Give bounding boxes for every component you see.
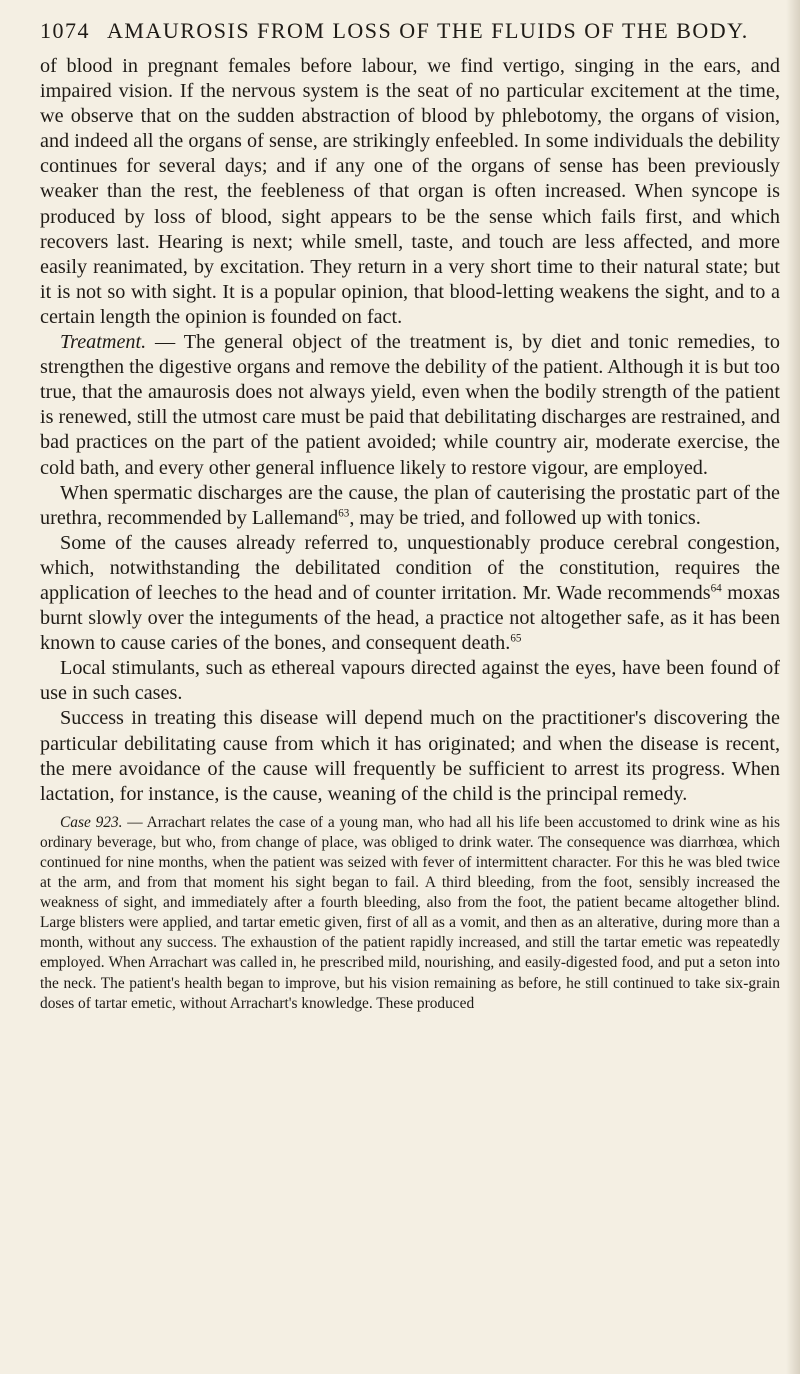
section-heading: Treatment. xyxy=(60,331,147,354)
paragraph xyxy=(40,330,780,481)
paragraph xyxy=(40,481,780,531)
page-number: 1074 xyxy=(40,18,90,43)
paragraph xyxy=(40,54,780,330)
main-text xyxy=(40,54,780,807)
paragraph-text: moxas burnt slowly over the integuments of the head, a practice not altogether safe, as it has been known to cause caries of the bones, and consequent death. xyxy=(40,581,780,655)
case-label: Case 923. xyxy=(60,813,123,831)
paragraph xyxy=(40,656,780,706)
paragraph-text: of blood in pregnant females before labour, we find vertigo, singing in the ears, and impaired vision. If the nervous system is the seat of no particular excitement at the time, we observe that on the sudden abstraction of blood by phlebotomy, the organs of vision, and indeed all the organs of sense, are strikingly enfeebled. In some individuals the debility continues for several days; and if any one of the organs of sense has been previously weaker than the rest, the feebleness of that organ is often increased. When syncope is produced by loss of blood, sight appears to be the sense which fails first, and which recovers last. Hearing is next; while smell, taste, and touch are less affected, and more easily reanimated, by excitation. They return in a very short time to their natural state; but it is not so with sight. It is a popular opinion, that blood-letting weakens the sight, and to a certain length the opinion is founded on fact. xyxy=(40,55,780,328)
paragraph-text: When spermatic discharges are the cause, the plan of cauterising the prostatic part of the urethra, recommended by Lallemand xyxy=(40,481,780,529)
paragraph-text: Some of the causes already referred to, unquestionably produce cerebral congestion, which, notwithstanding the debilitated condition of the constitution, requires the application of leeches to the head and of counter irritation. Mr. Wade recommends xyxy=(40,531,780,604)
paragraph-text: — The general object of the treatment is, by diet and tonic remedies, to strengthen the digestive organs and remove the debility of the patient. Although it is but too true, that the amaurosis does not always yield, even when the bodily strength of the patient is renewed, still the utmost care must be paid that debilitating discharges are restrained, and bad practices on the part of the patient avoided; while country air, moderate exercise, the cold bath, and every other general influence likely to restore vigour, are employed. xyxy=(40,331,780,479)
paragraph-text: Success in treating this disease will depend much on the practitioner's discovering the particular debilitating cause from which it has originated; and when the disease is recent, the mere avoidance of the cause will frequently be sufficient to arrest its progress. When lactation, for instance, is the cause, weaning of the child is the principal remedy. xyxy=(40,707,780,805)
case-note xyxy=(40,813,780,1014)
running-head xyxy=(40,18,780,44)
footnote-ref: 63 xyxy=(338,506,350,519)
book-page xyxy=(40,18,780,1014)
footnote-ref: 65 xyxy=(510,632,522,645)
case-text: — Arrachart relates the case of a young man, who had all his life been accustomed to drink wine as his ordinary beverage, but who, from change of place, was obliged to drink water. The consequence was diarrhœa, which continued for nine months, when the patient was seized with fever of intermittent character. For this he was bled twice at the arm, and from that moment his sight began to fail. A third bleeding, from the foot, sensibly increased the weakness of sight, and immediately after a fourth bleeding, also from the foot, the patient became altogether blind. Large blisters were applied, and tartar emetic given, first of all as a vomit, and then as an alterative, during more than a month, without any success. The exhaustion of the patient rapidly increased, and still the tartar emetic was repeatedly employed. When Arrachart was called in, he prescribed mild, nourishing, and easily-digested food, and put a seton into the neck. The patient's health began to improve, but his vision remaining as before, he still continued to take six-grain doses of tartar emetic, without Arrachart's knowledge. These produced xyxy=(40,813,780,1012)
paragraph-text: Local stimulants, such as ethereal vapours directed against the eyes, have been found of use in such cases. xyxy=(40,657,780,705)
page-edge-shadow xyxy=(786,0,800,1374)
footnote-ref: 64 xyxy=(710,582,722,595)
paragraph-text: , may be tried, and followed up with tonics. xyxy=(349,506,701,529)
running-head-title: AMAUROSIS FROM LOSS OF THE FLUIDS OF THE BODY. xyxy=(107,18,749,43)
paragraph xyxy=(40,706,780,806)
paragraph xyxy=(40,531,780,656)
